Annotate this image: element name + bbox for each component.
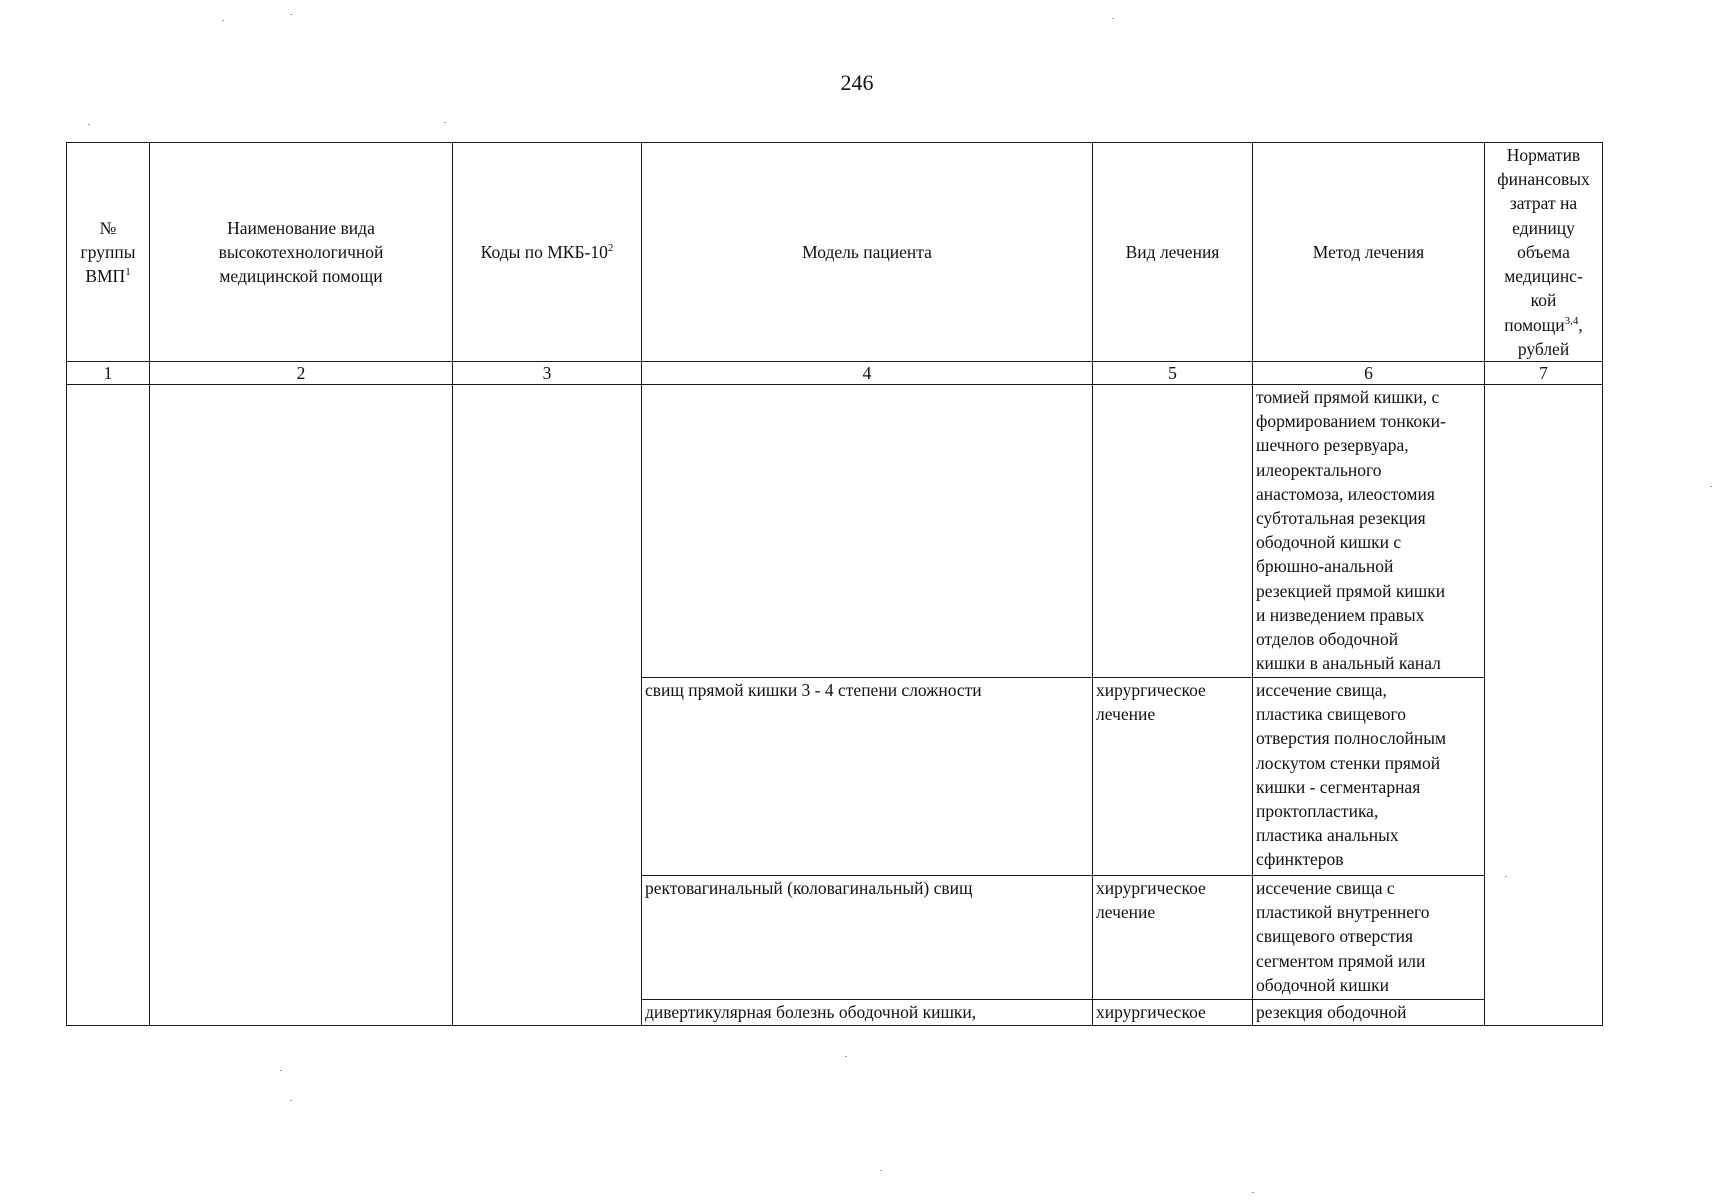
treatment-method-cell: иссечение свища с пластикой внутреннего свищевого отверстия сегментом прямой или ободочной кишки xyxy=(1253,876,1485,1000)
patient-model-cell: дивертикулярная болезнь ободочной кишки, xyxy=(642,1000,1093,1026)
header-group-number-text: № группы ВМП xyxy=(80,217,136,287)
group-number-cell xyxy=(67,385,150,1026)
treatment-type-cell xyxy=(1093,385,1253,678)
patient-model-cell: ректовагинальный (коловагинальный) свищ xyxy=(642,876,1093,1000)
scan-speck xyxy=(88,124,90,125)
header-group-number xyxy=(67,143,150,362)
header-icd10-codes xyxy=(453,143,642,362)
column-number: 4 xyxy=(642,362,1093,385)
header-cost-tail: , рублей xyxy=(1517,314,1583,359)
scan-speck xyxy=(290,1100,292,1101)
header-cost-standard xyxy=(1485,143,1603,362)
treatment-method-cell: томией прямой кишки, с формированием тонкоки- шечного резервуара, илеоректального анастомоза, илеостомия субтотальная резекция ободочной кишки с брюшно-анальной резекцией прямой кишки и низведением правых отделов ободочной кишки в анальный канал xyxy=(1253,385,1485,678)
column-number: 1 xyxy=(67,362,150,385)
table-row xyxy=(67,385,1603,678)
scan-speck xyxy=(280,1070,282,1071)
vmp-table xyxy=(66,142,1603,1026)
scan-speck xyxy=(290,14,292,15)
treatment-method-cell: иссечение свища, пластика свищевого отверстия полнослойным лоскутом стенки прямой кишки - сегментарная проктопластика, пластика анальных сфинктеров xyxy=(1253,678,1485,876)
scan-speck xyxy=(1710,486,1712,487)
footnote-marker: 3,4 xyxy=(1564,314,1579,327)
icd10-codes-cell xyxy=(453,385,642,1026)
treatment-method-cell: резекция ободочной xyxy=(1253,1000,1485,1026)
cost-standard-cell xyxy=(1485,385,1603,1026)
scan-speck xyxy=(845,1056,847,1057)
scan-speck xyxy=(222,20,224,21)
scan-speck xyxy=(880,1170,882,1171)
column-number: 6 xyxy=(1253,362,1485,385)
header-patient-model: Модель пациента xyxy=(642,143,1093,362)
patient-model-cell xyxy=(642,385,1093,678)
treatment-type-cell: хирургическое лечение xyxy=(1093,678,1253,876)
column-number-row xyxy=(67,362,1603,385)
column-number: 5 xyxy=(1093,362,1253,385)
page-number: 246 xyxy=(840,70,874,95)
header-treatment-method: Метод лечения xyxy=(1253,143,1485,362)
header-care-type-name: Наименование вида высокотехнологичной медицинской помощи xyxy=(150,143,453,362)
footnote-marker: 2 xyxy=(607,242,614,255)
header-row xyxy=(67,143,1603,362)
column-number: 2 xyxy=(150,362,453,385)
column-number: 3 xyxy=(453,362,642,385)
treatment-type-cell: хирургическое лечение xyxy=(1093,876,1253,1000)
care-type-name-cell xyxy=(150,385,453,1026)
footnote-marker: 1 xyxy=(125,266,131,279)
scan-speck xyxy=(1505,876,1507,877)
patient-model-cell: свищ прямой кишки 3 - 4 степени сложности xyxy=(642,678,1093,876)
header-treatment-type: Вид лечения xyxy=(1093,143,1253,362)
header-cost-text: Норматив финансовых затрат на единицу объема медицинс- кой помощи xyxy=(1497,145,1590,335)
column-number: 7 xyxy=(1485,362,1603,385)
scan-speck xyxy=(1112,18,1114,19)
treatment-type-cell: хирургическое xyxy=(1093,1000,1253,1026)
scan-speck xyxy=(1252,1192,1254,1193)
scan-speck xyxy=(444,122,446,123)
header-icd10-text: Коды по МКБ-10 xyxy=(480,241,608,262)
